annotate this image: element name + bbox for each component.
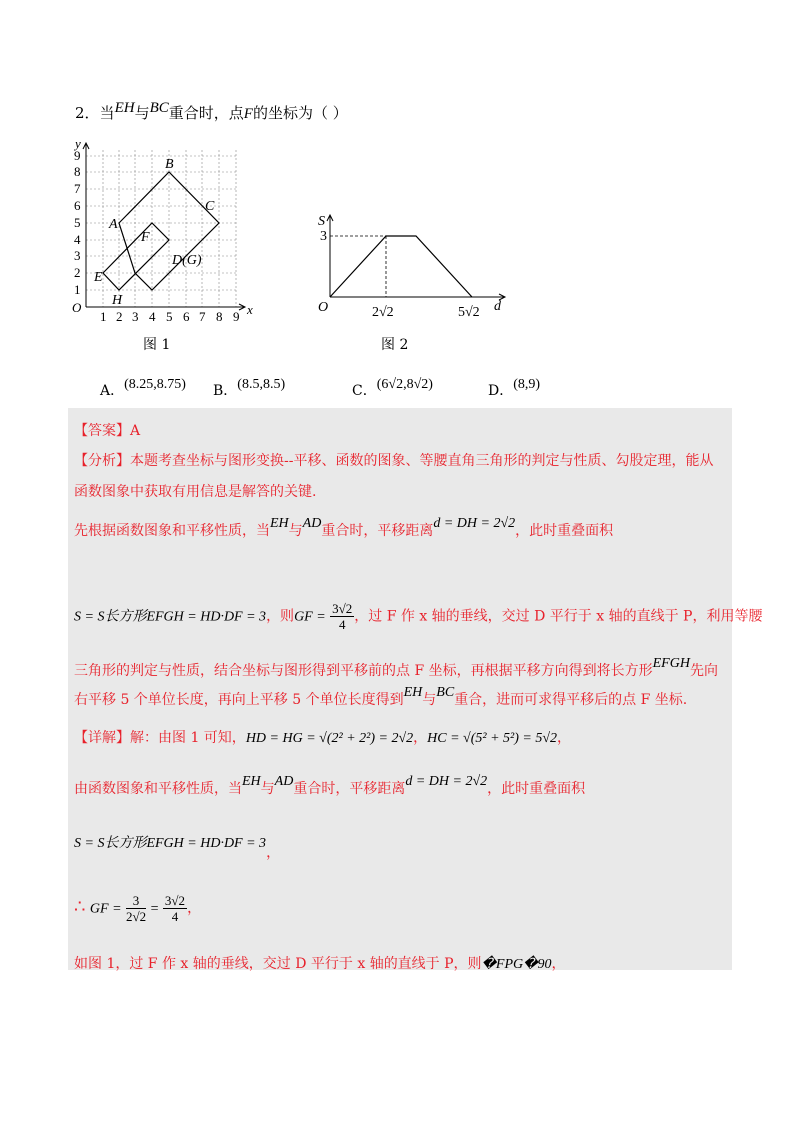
figure-1-caption: 图 1 — [143, 337, 171, 353]
fig1-axis-y: y — [75, 140, 81, 151]
x-tick: 4 — [149, 309, 156, 324]
analysis-line-1: 【分析】本题考查坐标与图形变换--平移、函数的图象、等腰直角三角形的判定与性质、勾股定理，能从 — [74, 453, 714, 469]
x-tick: 8 — [216, 309, 223, 324]
fig2-x-tick-2: 5√2 — [458, 305, 480, 320]
fig1-origin: O — [72, 300, 82, 315]
y-tick: 1 — [74, 282, 81, 297]
option-a[interactable]: A．(8.25,8.75) — [100, 377, 186, 399]
label-A: A — [109, 217, 118, 232]
option-c[interactable]: C．(6√2,8√2) — [352, 377, 433, 399]
shapes — [103, 172, 219, 290]
fig2-axis-x: d — [494, 299, 501, 314]
x-tick: 1 — [100, 309, 107, 324]
detail-line-1: 【详解】解：由图 1 可知，HD = HG = √(2² + 2²) = 2√2，HC = √(5² + 5²) = 5√2， — [74, 730, 572, 746]
x-tick: 9 — [233, 309, 240, 324]
y-tick: 8 — [74, 164, 81, 179]
label-D: D(G) — [172, 253, 202, 268]
analysis-line-2: 函数图象中获取有用信息是解答的关键. — [74, 484, 317, 500]
fraction: $\frac{3}{2√2}$ — [125, 893, 147, 924]
analysis-line-6: 右平移 5 个单位长度，再向上平移 5 个单位长度得到EH与BC重合，进而可求得平移后的点 F 坐标. — [74, 685, 688, 708]
fig2-axis-y: S — [318, 214, 325, 229]
label-F: F — [141, 230, 150, 245]
answer-line: 【答案】A — [74, 423, 141, 439]
label-C: C — [205, 199, 215, 214]
analysis-line-5: 三角形的判定与性质，结合坐标与图形得到平移前的点 F 坐标，再根据平移方向得到将长方形EFGH先向 — [74, 656, 718, 679]
fraction: $\frac{3√2}{4}$ — [164, 893, 186, 924]
label-E: E — [94, 270, 103, 285]
analysis-line-3: 先根据函数图象和平移性质，当EH与AD重合时，平移距离d = DH = 2√2，此时重叠面积 — [74, 516, 614, 539]
figure-2-caption: 图 2 — [381, 337, 409, 353]
detail-line-5: 如图 1，过 F 作 x 轴的垂线，交过 D 平行于 x 轴的直线于 P，则�FPG�90， — [74, 956, 566, 972]
s-d-graph — [330, 236, 472, 297]
axes — [83, 143, 245, 310]
figure-1 — [66, 140, 256, 330]
detail-line-3: S = S长方形EFGH = HD·DF = 3， — [74, 836, 281, 861]
x-tick: 6 — [183, 309, 190, 324]
y-tick: 2 — [74, 265, 81, 280]
x-tick: 5 — [166, 309, 173, 324]
y-tick: 3 — [74, 248, 81, 263]
fig2-x-tick-1: 2√2 — [372, 305, 394, 320]
fraction: $\frac{3√2}{4}$ — [332, 601, 353, 632]
option-d[interactable]: D．(8,9) — [488, 377, 541, 399]
label-B: B — [165, 157, 174, 172]
y-tick: 5 — [74, 215, 81, 230]
fig2-origin: O — [318, 300, 329, 315]
x-tick: 2 — [116, 309, 123, 324]
x-tick: 3 — [132, 309, 139, 324]
y-tick: 6 — [74, 198, 81, 213]
detail-line-2: 由函数图象和平移性质，当EH与AD重合时，平移距离d = DH = 2√2，此时重叠面积 — [74, 774, 586, 797]
x-tick: 7 — [199, 309, 206, 324]
figure-2 — [310, 210, 510, 330]
fig1-axis-x: x — [247, 302, 253, 317]
y-tick: 4 — [74, 232, 81, 247]
analysis-line-4: S = S长方形EFGH = HD·DF = 3，则GF = $\frac{3√2}{4}$ ，过 F 作 x 轴的垂线，交过 D 平行于 x 轴的直线于 P，利用等腰 — [74, 601, 763, 632]
fig2-y-tick: 3 — [320, 229, 327, 244]
detail-line-4: ∴ GF = $\frac{3}{2√2}$ = $\frac{3√2}{4}$ ， — [74, 893, 202, 924]
options — [0, 372, 800, 402]
label-H: H — [112, 293, 123, 308]
y-tick: 7 — [74, 181, 81, 196]
question-line: 2．当EH与BC重合时，点F的坐标为（ ） — [75, 100, 348, 122]
y-tick: 9 — [74, 148, 81, 163]
option-b[interactable]: B．(8.5,8.5) — [213, 377, 286, 399]
